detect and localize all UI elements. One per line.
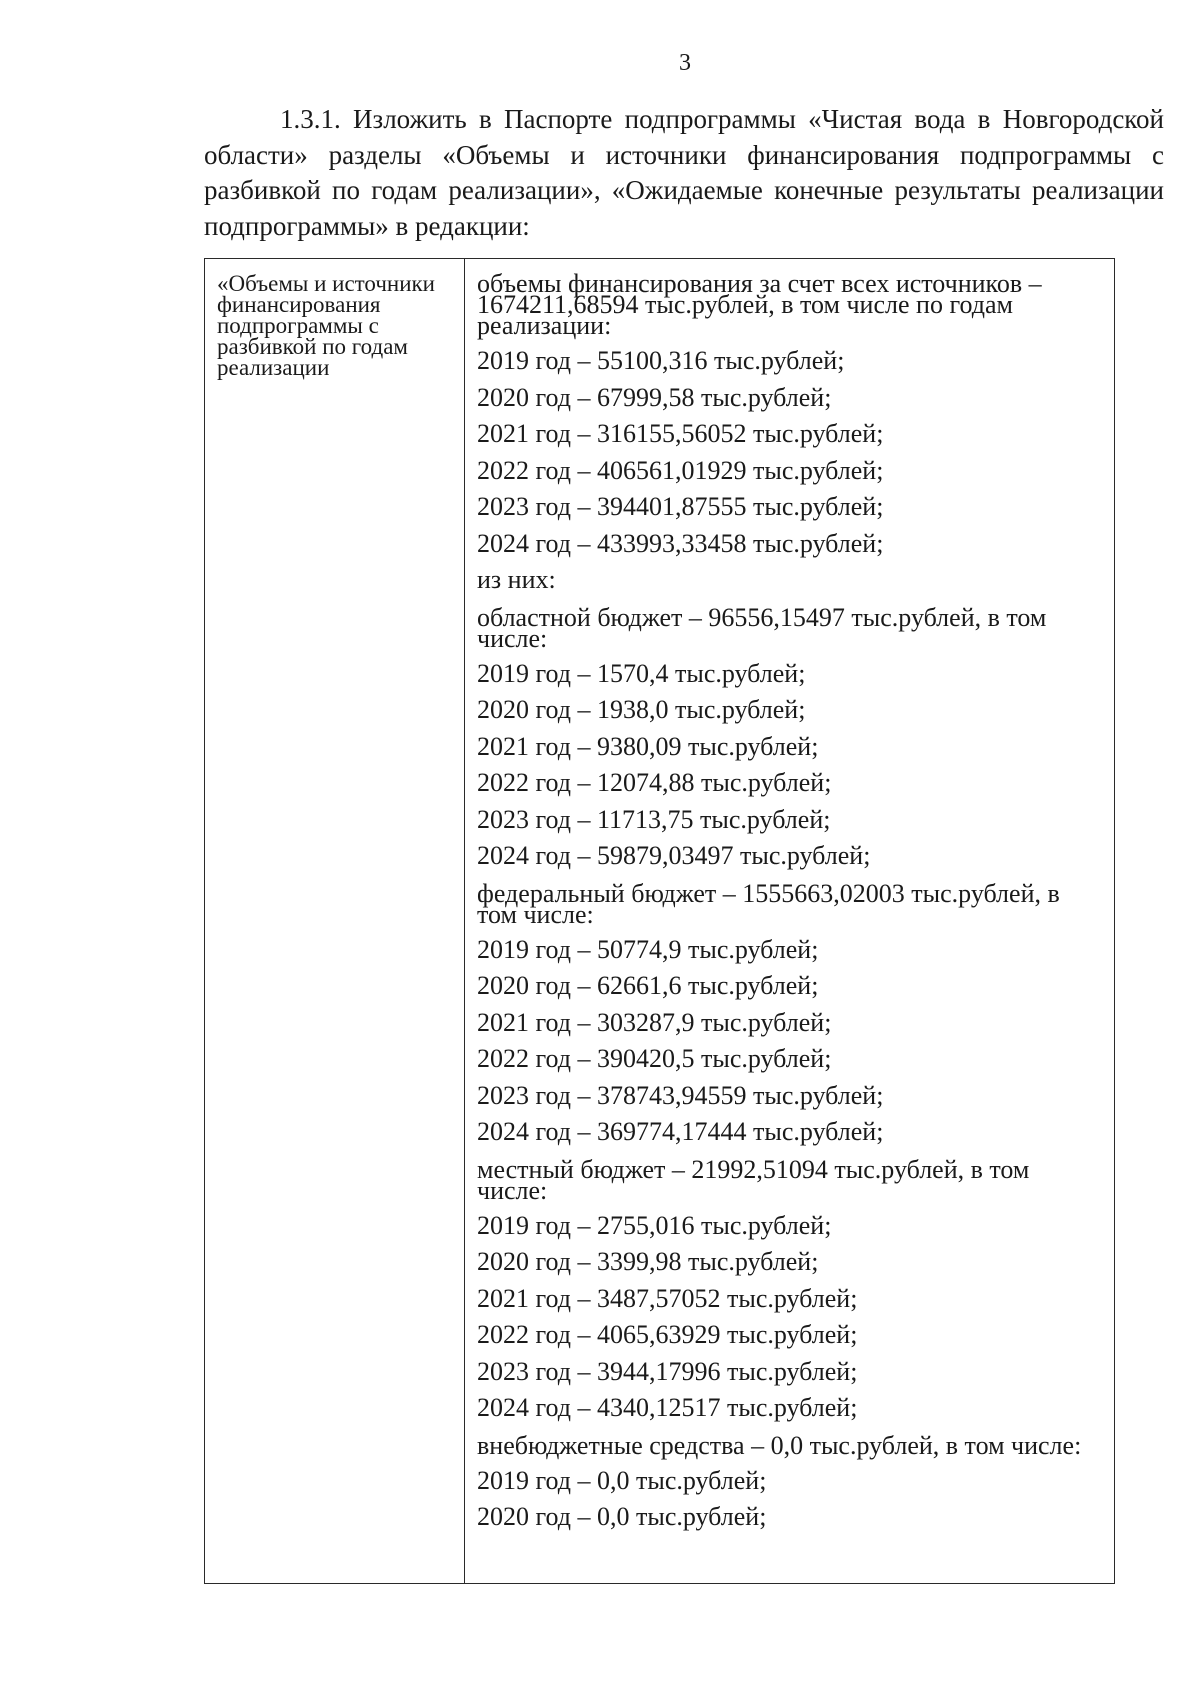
year-line: 2022 год – 390420,5 тыс.рублей;	[477, 1044, 832, 1073]
year-line: 2020 год – 3399,98 тыс.рублей;	[477, 1247, 819, 1276]
offbudget-years-list	[477, 1463, 1106, 1536]
funding-table	[204, 258, 1115, 1584]
year-line: 2019 год – 1570,4 тыс.рублей;	[477, 658, 806, 688]
year-line: 2022 год – 406561,01929 тыс.рублей;	[477, 455, 884, 485]
intro-paragraph: 1.3.1. Изложить в Паспорте подпрограммы «Чистая вода в Новгородской области» разделы «Объемы и источники финансирования подпрограммы с разбивкой по годам реализации», «Ожидаемые конечные результаты реализации подпрограммы» в редакции:	[204, 104, 1164, 241]
year-line: 2024 год – 369774,17444 тыс.рублей;	[477, 1117, 884, 1146]
local-years-list	[477, 1208, 1106, 1427]
year-line: 2021 год – 303287,9 тыс.рублей;	[477, 1007, 832, 1037]
year-line: 2020 год – 62661,6 тыс.рублей;	[477, 971, 819, 1000]
year-line: 2023 год – 394401,87555 тыс.рублей;	[477, 492, 884, 521]
year-line: 2019 год – 55100,316 тыс.рублей;	[477, 346, 845, 375]
year-line: 2019 год – 50774,9 тыс.рублей;	[477, 934, 819, 964]
regional-budget-text: областной бюджет – 96556,15497 тыс.рублей, в том числе:	[477, 602, 1047, 653]
year-line: 2021 год – 316155,56052 тыс.рублей;	[477, 419, 884, 448]
year-line: 2024 год – 433993,33458 тыс.рублей;	[477, 528, 884, 558]
total-years-list	[477, 343, 1106, 562]
year-line: 2022 год – 4065,63929 тыс.рублей;	[477, 1320, 858, 1349]
year-line: 2021 год – 9380,09 тыс.рублей;	[477, 731, 819, 761]
year-line: 2022 год – 12074,88 тыс.рублей;	[477, 768, 832, 797]
year-line: 2020 год – 1938,0 тыс.рублей;	[477, 695, 806, 724]
federal-budget-text: федеральный бюджет – 1555663,02003 тыс.рублей, в том числе:	[477, 878, 1060, 929]
funding-details-cell	[465, 259, 1114, 1583]
local-budget-text: местный бюджет – 21992,51094 тыс.рублей, в том числе:	[477, 1154, 1030, 1205]
year-line: 2023 год – 378743,94559 тыс.рублей;	[477, 1080, 884, 1110]
year-line: 2023 год – 11713,75 тыс.рублей;	[477, 804, 831, 834]
page-number: 3	[679, 50, 691, 76]
year-line: 2021 год – 3487,57052 тыс.рублей;	[477, 1283, 858, 1313]
year-line: 2019 год – 2755,016 тыс.рублей;	[477, 1210, 832, 1240]
offbudget-funds-text: внебюджетные средства – 0,0 тыс.рублей, в том числе:	[477, 1430, 1082, 1460]
year-line: 2020 год – 67999,58 тыс.рублей;	[477, 382, 832, 412]
year-line: 2024 год – 59879,03497 тыс.рублей;	[477, 841, 871, 870]
federal-years-list	[477, 932, 1106, 1151]
total-funding-text: объемы финансирования за счет всех источников – 1674211,68594 тыс.рублей, в том числе по годам реализации:	[477, 269, 1042, 340]
year-line: 2020 год – 0,0 тыс.рублей;	[477, 1502, 767, 1531]
year-line: 2023 год – 3944,17996 тыс.рублей;	[477, 1356, 858, 1386]
regional-years-list	[477, 656, 1106, 875]
section-label-cell: «Объемы и источники финансирования подпрограммы с разбивкой по годам реализации	[205, 259, 465, 1583]
year-line: 2019 год – 0,0 тыс.рублей;	[477, 1465, 767, 1495]
year-line: 2024 год – 4340,12517 тыс.рублей;	[477, 1393, 858, 1422]
of-them-label: из них:	[477, 565, 556, 594]
